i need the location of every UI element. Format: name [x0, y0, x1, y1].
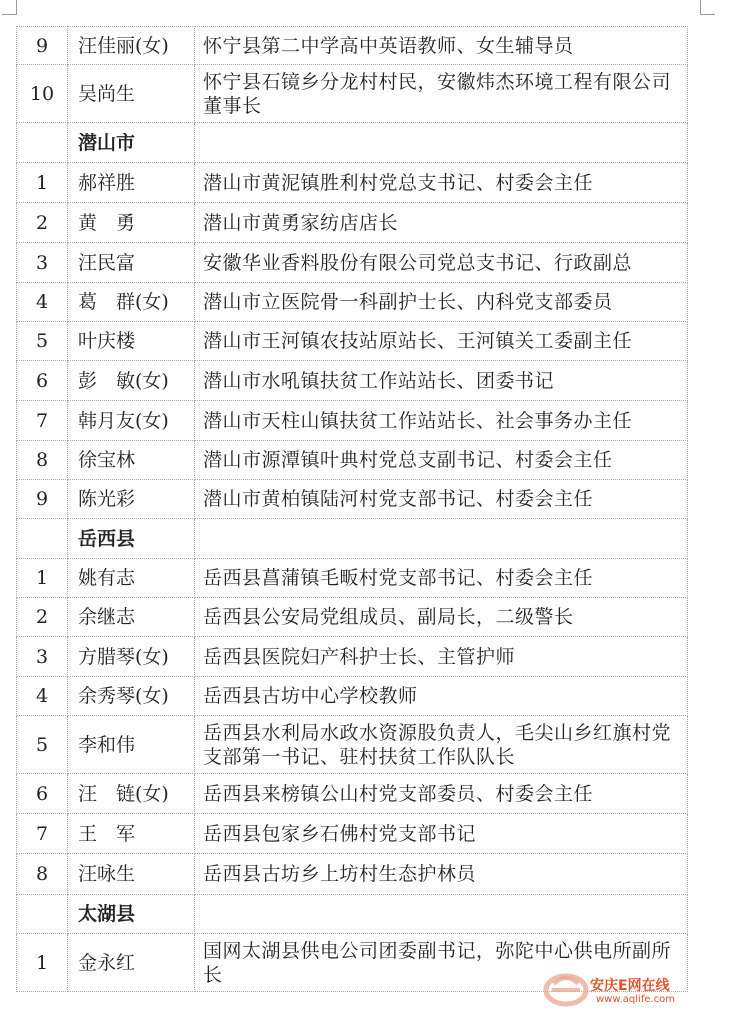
row-name: 潜山市: [68, 123, 195, 163]
row-description: 岳西县古坊乡上坊村生态护林员: [195, 854, 688, 895]
row-description: 怀宁县第二中学高中英语教师、女生辅导员: [195, 27, 688, 65]
table-row: [17, 441, 688, 480]
row-name: 郝祥胜: [68, 163, 195, 203]
table-row: [17, 27, 688, 65]
table-row: [17, 637, 688, 677]
row-name: 汪 链(女): [68, 774, 195, 814]
row-description: 岳西县水利局水政水资源股负责人，毛尖山乡红旗村党支部第一书记、驻村扶贫工作队队长: [195, 716, 688, 774]
row-number: 1: [17, 559, 68, 598]
row-number: [17, 123, 68, 163]
row-number: 6: [17, 361, 68, 401]
section-header-row: [17, 519, 688, 559]
table-row: [17, 814, 688, 854]
row-description: 潜山市立医院骨一科副护士长、内科党支部委员: [195, 283, 688, 322]
row-number: 7: [17, 401, 68, 441]
row-name: 韩月友(女): [68, 401, 195, 441]
honor-list-body: [17, 27, 688, 992]
row-description: 潜山市黄勇家纺店店长: [195, 203, 688, 243]
row-number: 7: [17, 814, 68, 854]
row-description: 怀宁县石镜乡分龙村村民，安徽炜杰环境工程有限公司董事长: [195, 65, 688, 123]
row-name: 陈光彩: [68, 480, 195, 519]
row-description: [195, 123, 688, 163]
row-name: 金永红: [68, 934, 195, 992]
row-name: 余秀琴(女): [68, 677, 195, 716]
row-description: 潜山市黄柏镇陆河村党支部书记、村委会主任: [195, 480, 688, 519]
row-description: 国网太湖县供电公司团委副书记，弥陀中心供电所副所长: [195, 934, 688, 992]
row-description: [195, 519, 688, 559]
table-row: [17, 361, 688, 401]
row-name: 岳西县: [68, 519, 195, 559]
table-row: [17, 283, 688, 322]
page-corner-mark-left: [2, 0, 17, 15]
row-description: 潜山市水吼镇扶贫工作站站长、团委书记: [195, 361, 688, 401]
row-name: 葛 群(女): [68, 283, 195, 322]
table-row: [17, 854, 688, 895]
row-description: 潜山市黄泥镇胜利村党总支书记、村委会主任: [195, 163, 688, 203]
table-row: [17, 774, 688, 814]
row-name: 汪佳丽(女): [68, 27, 195, 65]
row-name: 方腊琴(女): [68, 637, 195, 677]
row-description: 岳西县古坊中心学校教师: [195, 677, 688, 716]
row-number: 4: [17, 677, 68, 716]
row-description: 潜山市源潭镇叶典村党总支副书记、村委会主任: [195, 441, 688, 480]
row-description: 潜山市王河镇农技站原站长、王河镇关工委副主任: [195, 322, 688, 361]
row-name: 黄 勇: [68, 203, 195, 243]
table-row: [17, 559, 688, 598]
row-number: 8: [17, 441, 68, 480]
row-description: 岳西县菖蒲镇毛畈村党支部书记、村委会主任: [195, 559, 688, 598]
row-name: 叶庆楼: [68, 322, 195, 361]
row-number: [17, 519, 68, 559]
row-description: 安徽华业香料股份有限公司党总支书记、行政副总: [195, 243, 688, 283]
table-row: [17, 203, 688, 243]
row-description: 岳西县公安局党组成员、副局长，二级警长: [195, 598, 688, 637]
row-name: 彭 敏(女): [68, 361, 195, 401]
table-row: [17, 163, 688, 203]
row-description: 岳西县医院妇产科护士长、主管护师: [195, 637, 688, 677]
row-number: 8: [17, 854, 68, 895]
row-name: 李和伟: [68, 716, 195, 774]
table-row: [17, 716, 688, 774]
row-number: 9: [17, 27, 68, 65]
row-name: 汪民富: [68, 243, 195, 283]
row-number: 9: [17, 480, 68, 519]
table-row: [17, 677, 688, 716]
row-number: 3: [17, 637, 68, 677]
row-name: 余继志: [68, 598, 195, 637]
row-number: [17, 895, 68, 934]
row-number: 5: [17, 716, 68, 774]
section-header-row: [17, 895, 688, 934]
row-number: 6: [17, 774, 68, 814]
row-name: 徐宝林: [68, 441, 195, 480]
watermark-url: www.aqlife.com: [596, 994, 676, 1005]
row-description: [195, 895, 688, 934]
row-number: 1: [17, 934, 68, 992]
row-number: 2: [17, 598, 68, 637]
row-name: 吴尚生: [68, 65, 195, 123]
table-row: [17, 401, 688, 441]
table-row: [17, 322, 688, 361]
row-name: 王 军: [68, 814, 195, 854]
row-description: 潜山市天柱山镇扶贫工作站站长、社会事务办主任: [195, 401, 688, 441]
table-row: [17, 243, 688, 283]
row-name: 太湖县: [68, 895, 195, 934]
table-row: [17, 598, 688, 637]
row-number: 10: [17, 65, 68, 123]
row-number: 2: [17, 203, 68, 243]
row-name: 汪咏生: [68, 854, 195, 895]
honor-list-table: [16, 26, 688, 992]
row-number: 4: [17, 283, 68, 322]
row-name: 姚有志: [68, 559, 195, 598]
row-number: 1: [17, 163, 68, 203]
page-corner-mark-right: [700, 0, 715, 15]
section-header-row: [17, 123, 688, 163]
row-number: 3: [17, 243, 68, 283]
row-description: 岳西县来榜镇公山村党支部委员、村委会主任: [195, 774, 688, 814]
table-row: [17, 480, 688, 519]
table-row: [17, 65, 688, 123]
row-description: 岳西县包家乡石佛村党支部书记: [195, 814, 688, 854]
watermark-text: 安庆E网在线: [590, 978, 670, 994]
row-number: 5: [17, 322, 68, 361]
